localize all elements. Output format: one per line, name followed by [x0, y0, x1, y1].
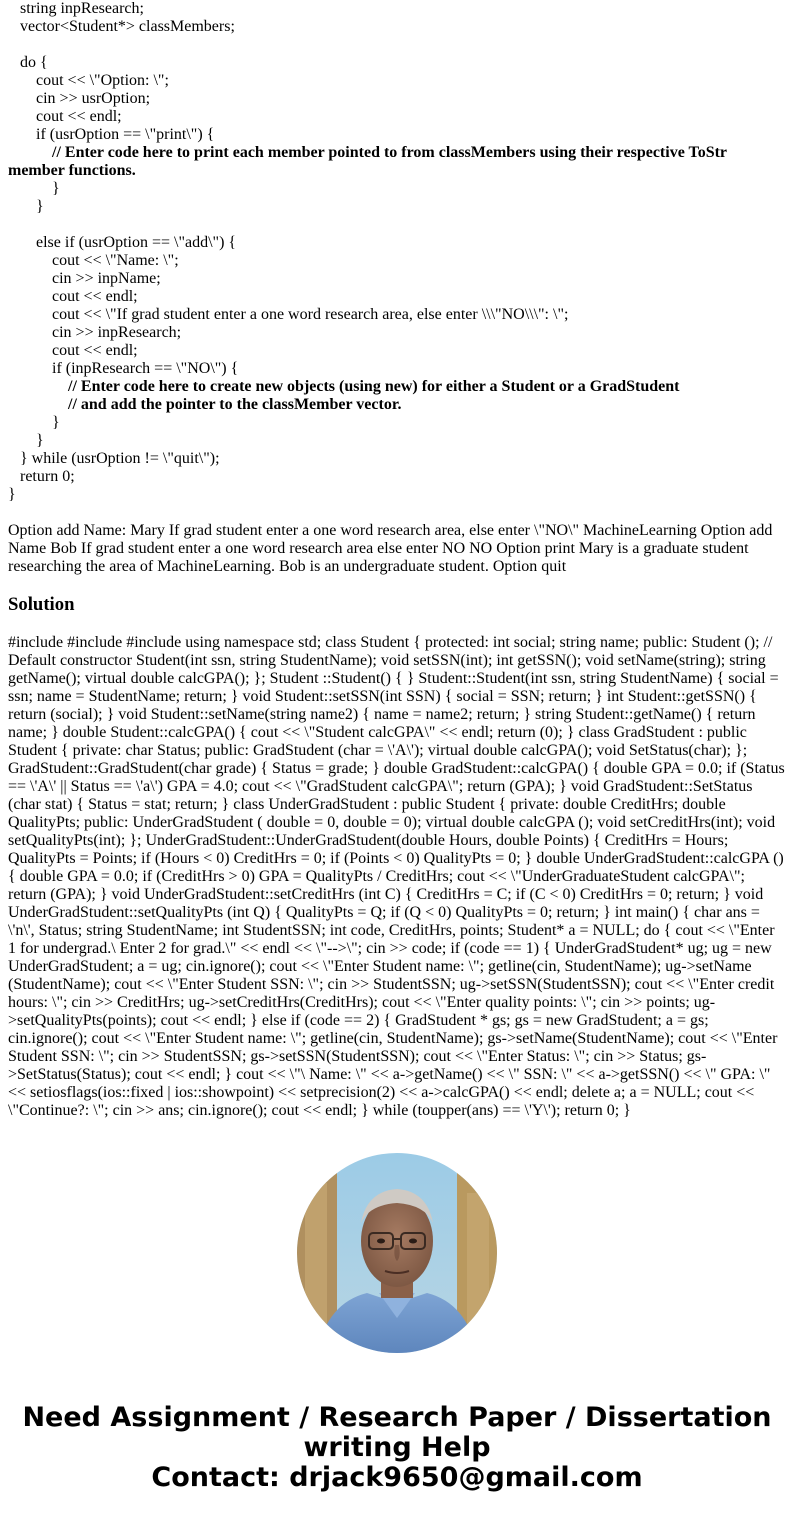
code-indent: [8, 450, 20, 467]
code-text: }: [36, 198, 44, 215]
code-line: [8, 396, 786, 414]
code-indent: [8, 360, 52, 377]
code-indent: [8, 252, 52, 269]
code-line: [8, 54, 786, 72]
code-text: cout << \"If grad student enter a one word research area, else enter \\\"NO\\\": \";: [52, 306, 569, 323]
code-indent: [8, 18, 20, 35]
code-text: do {: [20, 54, 48, 71]
solution-heading: Solution: [8, 594, 75, 615]
code-text: }: [36, 432, 44, 449]
code-line: [8, 234, 786, 252]
code-text: }: [52, 414, 60, 431]
author-portrait-image: [297, 1153, 497, 1353]
code-indent: [8, 342, 52, 359]
code-indent: [8, 288, 52, 305]
code-text: cin >> inpName;: [52, 270, 161, 287]
code-text: cout << \"Option: \";: [36, 72, 169, 89]
code-line: [8, 198, 786, 216]
code-indent: [8, 54, 20, 71]
code-text: } while (usrOption != \"quit\");: [20, 450, 220, 467]
code-line: [8, 432, 786, 450]
code-text: cout << \"Name: \";: [52, 252, 179, 269]
code-line: [8, 468, 786, 486]
code-comment: // and add the pointer to the classMember vector.: [68, 396, 402, 413]
code-text: cout << endl;: [52, 342, 138, 359]
code-indent: [8, 432, 36, 449]
code-text: }: [8, 486, 16, 503]
code-text: return 0;: [20, 468, 75, 485]
code-line: [8, 72, 786, 90]
code-line: [8, 0, 786, 18]
code-line: [8, 180, 786, 198]
code-line: [8, 90, 786, 108]
code-text: cout << endl;: [52, 288, 138, 305]
code-line: [8, 36, 786, 54]
code-indent: [8, 126, 36, 143]
code-indent: [8, 396, 68, 413]
code-line: [8, 18, 786, 36]
code-indent: [8, 180, 52, 197]
code-text: }: [52, 180, 60, 197]
code-line: [8, 108, 786, 126]
sample-output-text: Option add Name: Mary If grad student enter a one word research area, else enter \"NO\" MachineLearning Option add Name Bob If grad student enter a one word research area else enter NO NO Option print Mary is a graduate student researching the area of MachineLearning. Bob is an undergraduate student. Option quit: [8, 522, 773, 575]
code-indent: [8, 144, 52, 161]
code-indent: [8, 72, 36, 89]
code-line: [8, 414, 786, 432]
code-line: [8, 216, 786, 234]
code-text: if (inpResearch == \"NO\") {: [52, 360, 239, 377]
code-indent: [8, 90, 36, 107]
code-line: [8, 486, 786, 504]
code-indent: [8, 0, 20, 17]
code-text: vector<Student*> classMembers;: [20, 18, 235, 35]
author-photo: [297, 1153, 497, 1353]
code-indent: [8, 324, 52, 341]
code-line: [8, 450, 786, 468]
code-indent: [8, 198, 36, 215]
code-line: [8, 360, 786, 378]
code-indent: [8, 378, 68, 395]
code-text: cin >> inpResearch;: [52, 324, 182, 341]
code-indent: [8, 306, 52, 323]
code-line: [8, 126, 786, 144]
code-snippet: [8, 0, 786, 504]
code-text: else if (usrOption == \"add\") {: [36, 234, 237, 251]
document-page: [8, 0, 786, 1120]
code-indent: [8, 234, 36, 251]
code-indent: [8, 468, 20, 485]
code-comment: // Enter code here to create new objects (using new) for either a Student or a GradStudent: [68, 378, 680, 395]
code-indent: [8, 270, 52, 287]
code-line: [8, 342, 786, 360]
code-line: [8, 378, 786, 396]
code-text: if (usrOption == \"print\") {: [36, 126, 215, 143]
solution-code-text: #include #include #include using namespace std; class Student { protected: int social; string name; public: Student (); // Default constructor Student(int ssn, string StudentName); void setSSN(int); int getSSN(); void setName(string); string getName(); virtual double calcGPA(); }; Student ::Student() { } Student::Student(int ssn, string StudentName) { social = ssn; name = StudentName; return; } void Student::setSSN(int SSN) { social = SSN; return; } int Student::getSSN() { return (social); } void Student::setName(string name2) { name = name2; return; } string Student::getName() { return name; } double Student::calcGPA() { cout << \"Student calcGPA\" << endl; return (0); } class GradStudent : public Student { private: char Status; public: GradStudent (char = \'A\'); virtual double calcGPA(); void SetStatus(char); }; GradStudent::GradStudent(char grade) { Status = grade; } double GradStudent::calcGPA() { double GPA = 0.0; if (Status == \'A\' || Status == \'a\') GPA = 4.0; cout << \"GradStudent calcGPA\"; return (GPA); } void GradStudent::SetStatus (char stat) { Status = stat; return; } class UnderGradStudent : public Student { private: double CreditHrs; double QualityPts; public: UnderGradStudent ( double = 0, double = 0); virtual double calcGPA (); void setCreditHrs(int); void setQualityPts(int); }; UnderGradStudent::UnderGradStudent(double Hours, double Points) { CreditHrs = Hours; QualityPts = Points; if (Hours < 0) CreditHrs = 0; if (Points < 0) QualityPts = 0; } double UnderGradStudent::calcGPA () { double GPA = 0.0; if (CreditHrs > 0) GPA = QualityPts / CreditHrs; cout << \"UnderGraduateStudent calcGPA\"; return (GPA); } void UnderGradStudent::setCreditHrs (int C) { CreditHrs = C; if (C < 0) CreditHrs = 0; return; } void UnderGradStudent::setQualityPts (int Q) { QualityPts = Q; if (Q < 0) QualityPts = 0; return; } int main() { char ans = \'n\', Status; string StudentName; int StudentSSN; int code, CreditHrs, points; Student* a = NULL; do { cout << \"Enter 1 for undergrad.\ Enter 2 for grad.\" << endl << \"-->\"; cin >> code; if (code == 1) { UnderGradStudent* ug; ug = new UnderGradStudent; a = ug; cin.ignore(); cout << \"Enter Student name: \"; getline(cin, StudentName); ug->setName (StudentName); cout << \"Enter Student SSN: \"; cin >> StudentSSN; ug->setSSN(StudentSSN); cout << \"Enter credit hours: \"; cin >> CreditHrs; ug->setCreditHrs(CreditHrs); cout << \"Enter quality points: \"; cin >> points; ug->setQualityPts(points); cout << endl; } else if (code == 2) { GradStudent * gs; gs = new GradStudent; a = gs; cin.ignore(); cout << \"Enter Student name: \"; getline(cin, StudentName); gs->setName(StudentName); cout << \"Enter Student SSN: \"; cin >> StudentSSN; gs->setSSN(StudentSSN); cout << \"Enter Status: \"; cin >> Status; gs->SetStatus(Status); cout << endl; } cout << \"\ Name: \" << a->getName() << \" SSN: \" << a->getSSN() << \" GPA: \" << setiosflags(ios::fixed | ios::showpoint) << setprecision(2) << a->calcGPA() << endl; delete a; a = NULL; cout << \"Continue?: \"; cin >> ans; cin.ignore(); cout << endl; } while (toupper(ans) == \'Y\'); return 0; }: [8, 634, 785, 1119]
code-line: [8, 306, 786, 324]
code-text: cout << endl;: [36, 108, 122, 125]
code-line: [8, 324, 786, 342]
code-line: [8, 144, 786, 180]
advertisement-banner: [0, 1403, 794, 1493]
code-line: [8, 270, 786, 288]
code-text: string inpResearch;: [20, 0, 144, 17]
code-indent: [8, 414, 52, 431]
code-line: [8, 252, 786, 270]
code-text: cin >> usrOption;: [36, 90, 151, 107]
ad-contact: Contact: drjack9650@gmail.com: [151, 1462, 643, 1493]
code-comment: // Enter code here to print each member pointed to from classMembers using their respective ToStr member functions.: [8, 144, 731, 179]
code-indent: [8, 108, 36, 125]
ad-headline: Need Assignment / Research Paper / Dissertation writing Help: [22, 1402, 772, 1463]
code-line: [8, 288, 786, 306]
